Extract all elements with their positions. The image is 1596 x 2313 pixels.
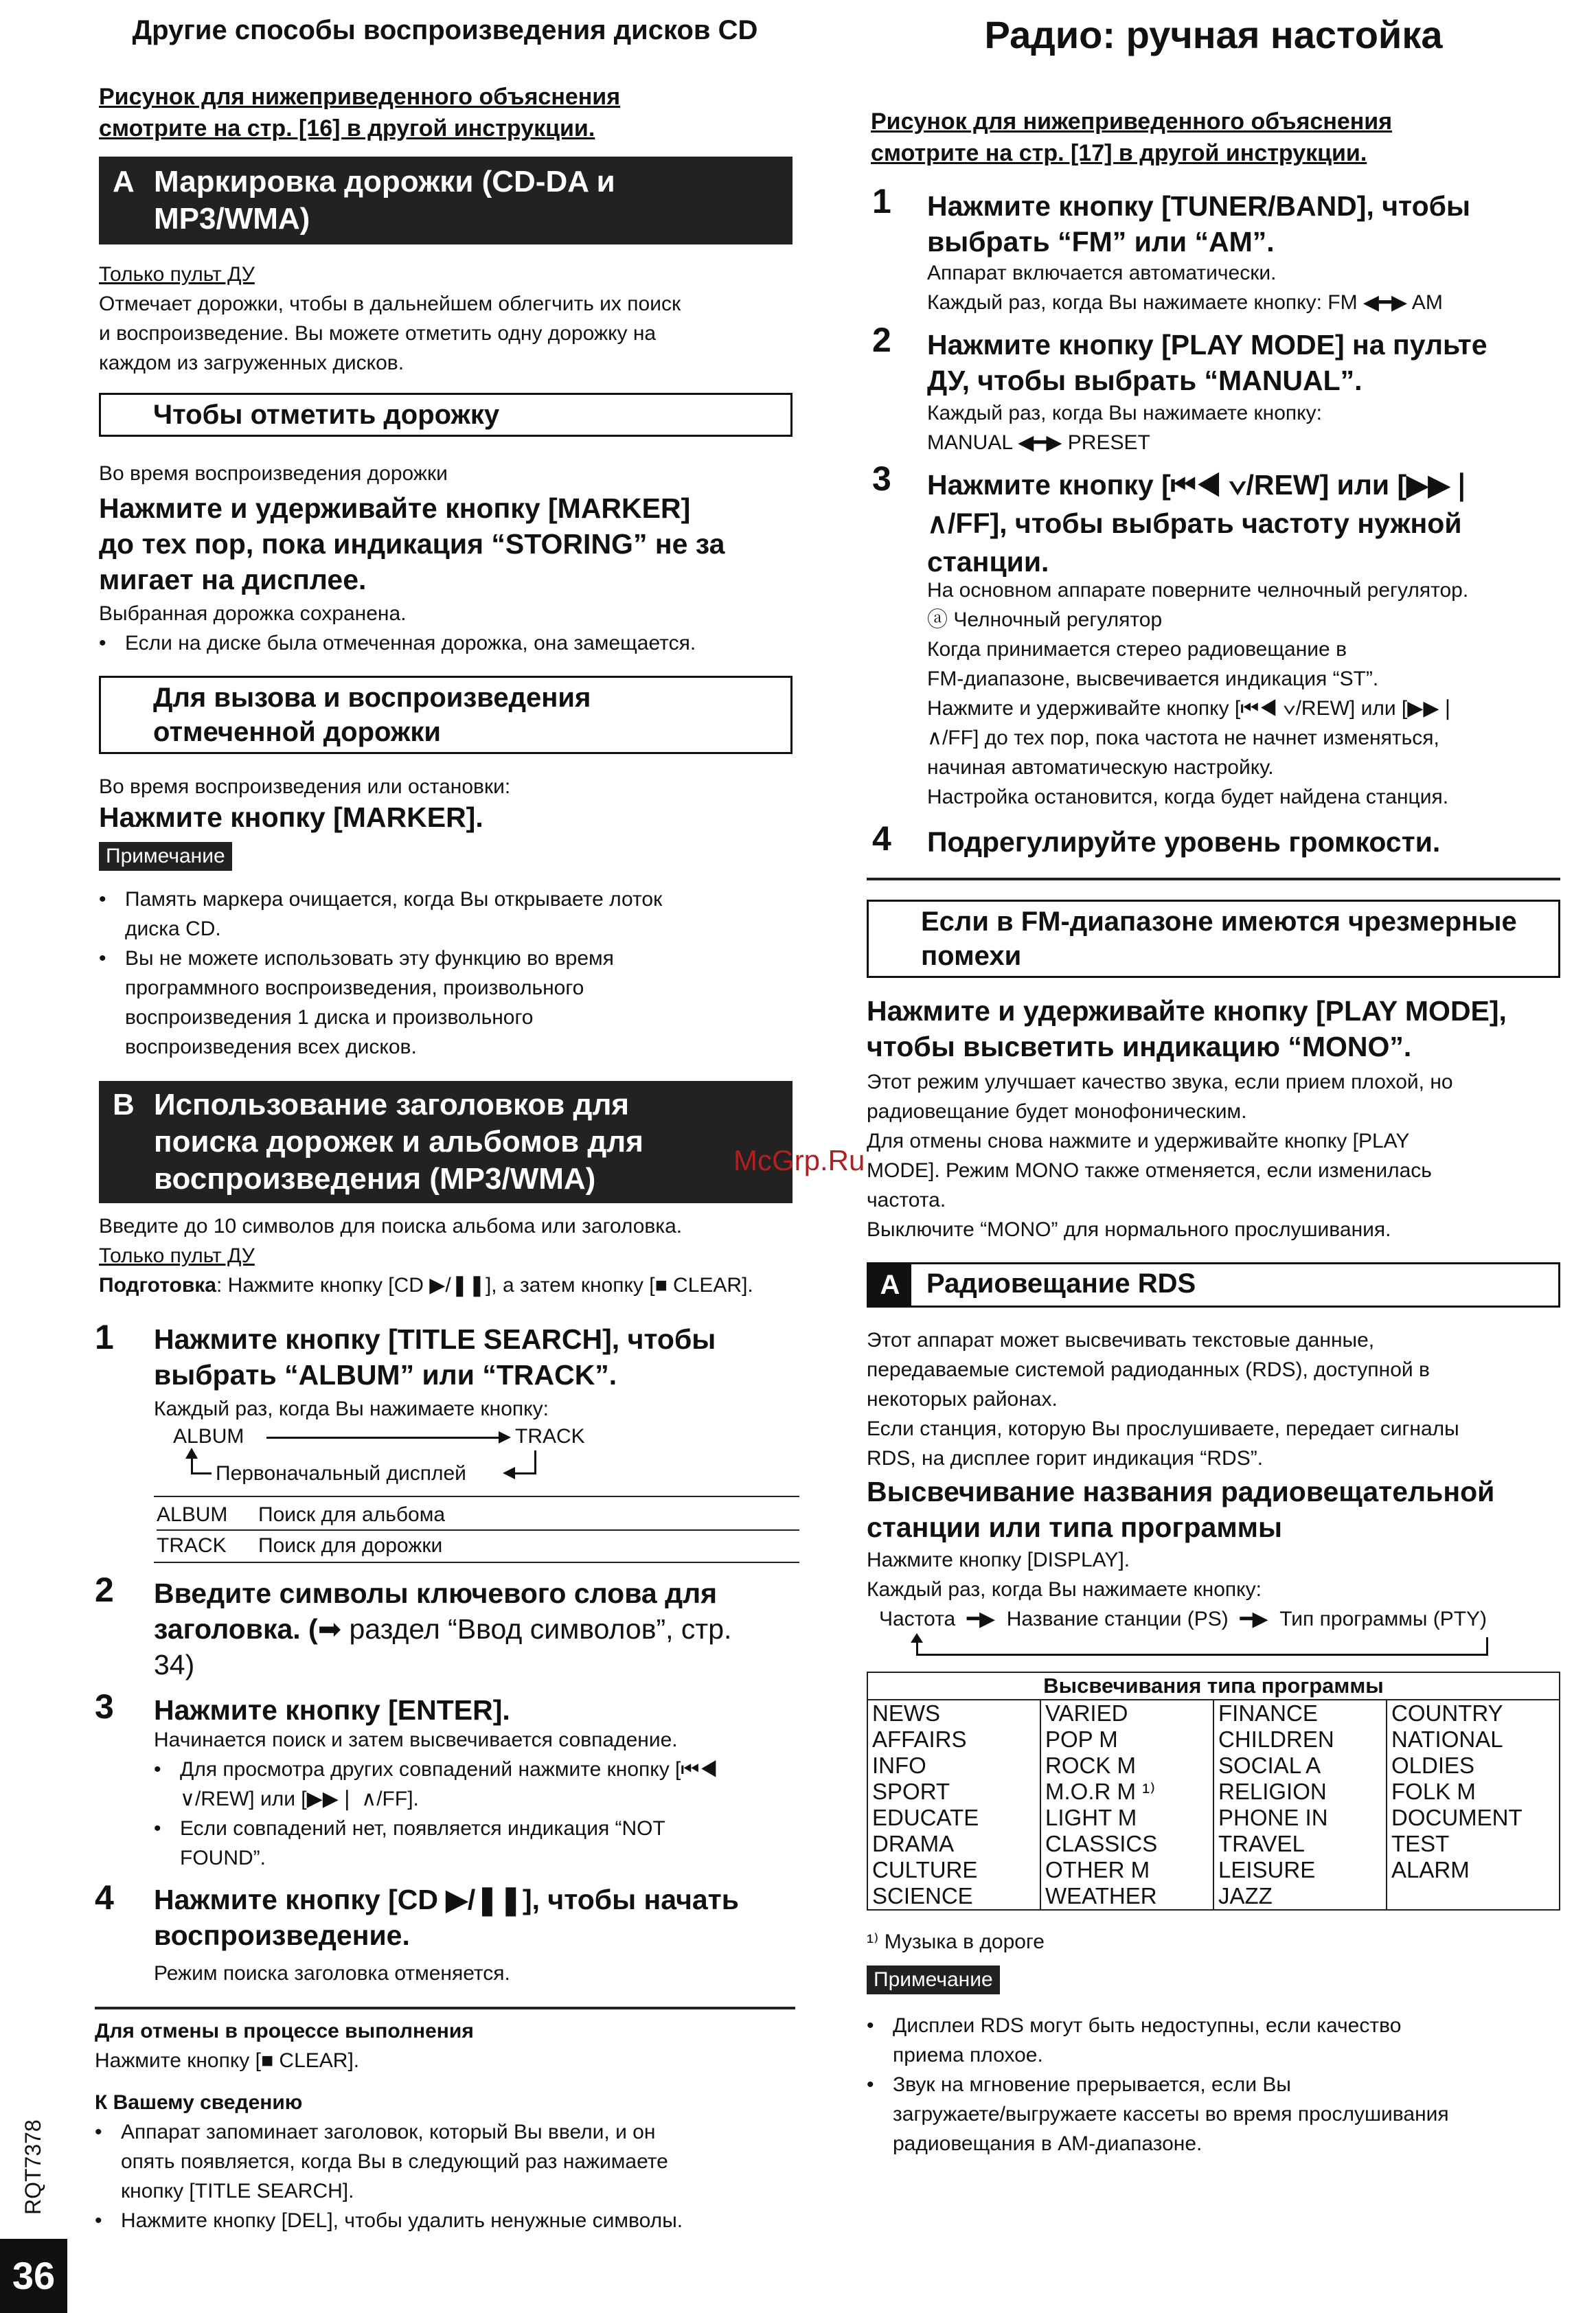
r-step-4-title: Подрегулируйте уровень громкости. bbox=[927, 826, 1441, 858]
left-reference-line-2: смотрите на стр. [16] в другой инструкции. bbox=[99, 115, 595, 141]
pty-item: SCIENCE bbox=[872, 1883, 973, 1908]
box-fm-noise-line: Если в FM-диапазоне имеются чрезмерные bbox=[921, 907, 1517, 937]
pty-column bbox=[867, 1700, 1040, 1910]
note-line: • Звук на мгновение прерывается, если Вы bbox=[893, 2073, 1291, 2096]
box1-when: Во время воспроизведения дорожки bbox=[99, 462, 448, 485]
section-a-title-bar bbox=[99, 157, 793, 244]
box-mark-track: Чтобы отметить дорожку bbox=[99, 393, 793, 437]
note-tag: Примечание bbox=[99, 842, 232, 871]
pty-table-wrap bbox=[867, 1672, 1560, 1911]
pty-item: LEISURE bbox=[1218, 1857, 1316, 1882]
rds-desc bbox=[867, 1325, 1560, 1473]
right-reference-line-1: Рисунок для нижеприведенного объяснения bbox=[871, 109, 1393, 135]
r-step-1-desc-line: Аппарат включается автоматически. bbox=[927, 262, 1277, 284]
rds-desc-line: RDS, на дисплее горит индикация “RDS”. bbox=[867, 1447, 1264, 1470]
pty-item: FOLK M bbox=[1391, 1779, 1476, 1804]
note-line: радиовещания в AM-диапазоне. bbox=[893, 2132, 1202, 2155]
b-step-4-line: Нажмите кнопку [CD ▶/❚❚], чтобы начать bbox=[154, 1884, 739, 1915]
note-label-left bbox=[99, 842, 232, 871]
b-step-1-title bbox=[154, 1321, 799, 1393]
b-step-3-title: Нажмите кнопку [ENTER]. bbox=[154, 1694, 510, 1726]
right-reference-note bbox=[871, 106, 1392, 169]
cycle-station-name: Название станции (PS) bbox=[1006, 1608, 1229, 1630]
pty-column bbox=[1040, 1700, 1213, 1910]
rds-title: Радиовещание RDS bbox=[926, 1268, 1196, 1299]
pty-item: JAZZ bbox=[1218, 1883, 1273, 1908]
mode-name: TRACK bbox=[157, 1534, 227, 1557]
pty-item: RELIGION bbox=[1218, 1779, 1327, 1804]
b-step-3-desc-text: Начинается поиск и затем высвечивается совпадение. bbox=[154, 1729, 678, 1751]
pty-item: AFFAIRS bbox=[872, 1727, 967, 1752]
pty-table-header bbox=[867, 1672, 1560, 1700]
rds-desc-line: Если станция, которую Вы прослушиваете, передает сигналы bbox=[867, 1417, 1459, 1440]
pty-item: M.O.R M ¹⁾ bbox=[1045, 1779, 1156, 1804]
diagram-loop-bottom bbox=[191, 1472, 212, 1474]
b-step-4-title bbox=[154, 1882, 799, 1953]
mono-instr-line: Нажмите и удерживайте кнопку [PLAY MODE], bbox=[867, 995, 1507, 1027]
r-step-3-desc-line: ∧/FF] до тех пор, пока частота не начнет изменяться, bbox=[927, 727, 1439, 749]
mono-instruction bbox=[867, 993, 1560, 1064]
arrowhead-up-icon bbox=[185, 1448, 198, 1459]
b-step-2-line: заголовка. ( bbox=[154, 1613, 318, 1645]
note-line: воспроизведения всех дисков. bbox=[125, 1036, 417, 1058]
mode-desc: Поиск для альбома bbox=[258, 1503, 446, 1526]
arrow-right-icon: ━▶ bbox=[961, 1608, 1001, 1630]
mono-desc bbox=[867, 1067, 1560, 1244]
pty-item: SOCIAL A bbox=[1218, 1753, 1321, 1778]
r-step-1-line: выбрать “FM” или “AM”. bbox=[927, 226, 1275, 258]
cancel-text: Нажмите кнопку [■ CLEAR]. bbox=[95, 2049, 360, 2072]
watermark: McGrp.Ru bbox=[733, 1144, 865, 1176]
box-recall-marked-track bbox=[99, 676, 793, 754]
section-b-remote-only: Только пульт ДУ bbox=[99, 1244, 255, 1267]
rds-notes bbox=[867, 2011, 1560, 2158]
note-line: • Вы не можете использовать эту функцию во время bbox=[125, 947, 614, 970]
pty-item: INFO bbox=[872, 1753, 926, 1778]
cancel-title: Для отмены в процессе выполнения bbox=[95, 2020, 474, 2042]
mode-table bbox=[157, 1500, 799, 1560]
box2-line-1: Для вызова и воспроизведения bbox=[153, 683, 591, 713]
section-a-remote-only: Только пульт ДУ bbox=[99, 263, 255, 286]
info-bullet bbox=[95, 2117, 795, 2206]
pty-item: CHILDREN bbox=[1218, 1727, 1334, 1752]
mono-desc-line: Для отмены снова нажмите и удерживайте кнопку [PLAY bbox=[867, 1130, 1410, 1152]
pty-item: OTHER M bbox=[1045, 1857, 1150, 1882]
pty-table-title: Высвечивания типа программы bbox=[867, 1672, 1560, 1700]
document-code: RQT7378 bbox=[21, 2119, 45, 2215]
r-step-3-number: 3 bbox=[872, 459, 891, 498]
right-reference-line-2: смотрите на стр. [17] в другой инструкции. bbox=[871, 140, 1367, 166]
arrowhead-right-icon bbox=[499, 1431, 511, 1444]
prep-label: Подготовка bbox=[99, 1274, 216, 1297]
b-step-4-number: 4 bbox=[95, 1878, 114, 1917]
mono-desc-line: частота. bbox=[867, 1189, 946, 1211]
pty-item: SPORT bbox=[872, 1779, 950, 1804]
section-b-intro-text: Введите до 10 символов для поиска альбома или заголовка. bbox=[99, 1215, 683, 1238]
note-bullet bbox=[99, 944, 793, 1062]
r-step-3-desc-line: FM-диапазоне, высвечивается индикация “ST”. bbox=[927, 668, 1379, 690]
diagram-album: ALBUM bbox=[173, 1425, 244, 1448]
b-step-2-title bbox=[154, 1575, 799, 1683]
r-step-2-desc-line: Каждый раз, когда Вы нажимаете кнопку: bbox=[927, 402, 1322, 424]
r-step-1-desc bbox=[927, 258, 1559, 317]
box-fm-noise-line: помехи bbox=[921, 941, 1022, 971]
display-title-line: станции или типа программы bbox=[867, 1512, 1282, 1543]
note-line: диска CD. bbox=[125, 918, 221, 940]
diagram-track: TRACK bbox=[515, 1425, 585, 1448]
pty-column bbox=[1213, 1700, 1387, 1910]
b-step-2-line: Введите символы ключевого слова для bbox=[154, 1577, 718, 1609]
note-bullet bbox=[867, 2011, 1560, 2070]
section-b-title-line: воспроизведения (MP3/WMA) bbox=[154, 1162, 596, 1196]
note-line: • Память маркера очищается, когда Вы открываете лоток bbox=[125, 888, 663, 911]
b-step-3-bullet-line: • Для просмотра других совпадений нажмите кнопку [⏮◀ bbox=[180, 1758, 718, 1781]
mode-table-bottom-rule bbox=[154, 1562, 799, 1563]
r-step-3-desc-line: На основном аппарате поверните челночный регулятор. bbox=[927, 579, 1469, 602]
mono-desc-line: Выключите “MONO” для нормального прослушивания. bbox=[867, 1218, 1391, 1241]
info-title: К Вашему сведению bbox=[95, 2091, 303, 2114]
r-step-3-line: ∧/FF], чтобы выбрать частоту нужной bbox=[927, 508, 1462, 539]
b-step-1-line: Нажмите кнопку [TITLE SEARCH], чтобы bbox=[154, 1323, 716, 1355]
display-desc bbox=[867, 1545, 1560, 1604]
pty-item: OLDIES bbox=[1391, 1753, 1475, 1778]
cycle-frequency: Частота bbox=[879, 1608, 956, 1630]
box-fm-noise bbox=[867, 900, 1560, 978]
box1-instr-line: мигает на дисплее. bbox=[99, 564, 367, 595]
mono-desc-line: радиовещание будет монофоническим. bbox=[867, 1100, 1247, 1123]
b-step-2-ref: 34) bbox=[154, 1649, 195, 1680]
r-step-1-line: Нажмите кнопку [TUNER/BAND], чтобы bbox=[927, 190, 1470, 222]
rds-desc-line: Этот аппарат может высвечивать текстовые данные, bbox=[867, 1329, 1375, 1352]
section-a-description bbox=[99, 260, 793, 378]
pty-item: FINANCE bbox=[1218, 1700, 1318, 1726]
b-step-4-desc: Режим поиска заголовка отменяется. bbox=[154, 1962, 510, 1985]
pty-item: NATIONAL bbox=[1391, 1727, 1503, 1752]
b-step-3-bullet-line: FOUND”. bbox=[180, 1847, 266, 1869]
r-step-2-line: Нажмите кнопку [PLAY MODE] на пульте bbox=[927, 329, 1487, 361]
pty-item: COUNTRY bbox=[1391, 1700, 1503, 1726]
r-step-2-number: 2 bbox=[872, 321, 891, 359]
box1-instr-line: до тех пор, пока индикация “STORING” не за bbox=[99, 528, 725, 560]
b-step-2-number: 2 bbox=[95, 1571, 114, 1609]
pty-item: LIGHT M bbox=[1045, 1805, 1137, 1830]
divider bbox=[867, 878, 1560, 880]
rds-section-box bbox=[867, 1262, 1560, 1308]
display-desc-line: Нажмите кнопку [DISPLAY]. bbox=[867, 1549, 1130, 1571]
mode-desc: Поиск для дорожки bbox=[258, 1534, 443, 1557]
r-step-1-desc-line: Каждый раз, когда Вы нажимаете кнопку: FM ◀━▶ AM bbox=[927, 291, 1443, 314]
r-step-3-line: станции. bbox=[927, 546, 1049, 578]
note-label-right bbox=[867, 1966, 1000, 1994]
r-step-3-desc bbox=[927, 576, 1559, 812]
diagram-arrow-right bbox=[266, 1437, 500, 1439]
r-step-2-desc-line: MANUAL ◀━▶ PRESET bbox=[927, 431, 1150, 454]
pty-item: VARIED bbox=[1045, 1700, 1128, 1726]
arrowhead-up-icon bbox=[911, 1633, 923, 1643]
pty-item: NEWS bbox=[872, 1700, 940, 1726]
r-step-3-desc-line: начиная автоматическую настройку. bbox=[927, 756, 1274, 779]
r-step-3-desc-line: Настройка остановится, когда будет найдена станция. bbox=[927, 786, 1449, 808]
note-bullet bbox=[867, 2070, 1560, 2158]
section-a-desc-line: каждом из загруженных дисков. bbox=[99, 352, 404, 374]
note-tag: Примечание bbox=[867, 1966, 1000, 1994]
note-line: программного воспроизведения, произвольного bbox=[125, 977, 584, 999]
section-a-title-line-1: Маркировка дорожки (CD-DA и bbox=[154, 165, 615, 198]
b-step-1-each: Каждый раз, когда Вы нажимаете кнопку: bbox=[154, 1398, 549, 1420]
info-bullet: • Нажмите кнопку [DEL], чтобы удалить ненужные символы. bbox=[95, 2206, 795, 2235]
box1-instr-line: Нажмите и удерживайте кнопку [MARKER] bbox=[99, 492, 691, 524]
display-title-line: Высвечивание названия радиовещательной bbox=[867, 1476, 1495, 1507]
diagram-initial: Первоначальный дисплей bbox=[216, 1462, 466, 1485]
b-step-3-bullet-line: ∨/REW] или [▶▶❘ ∧/FF]. bbox=[180, 1788, 419, 1810]
b-step-2-ref: ➡ раздел “Ввод символов”, стр. bbox=[317, 1613, 732, 1645]
r-step-3-desc-line: ⓐ Челночный регулятор bbox=[927, 608, 1163, 631]
pty-item: CULTURE bbox=[872, 1857, 978, 1882]
note-bullet bbox=[99, 885, 793, 944]
info-line: • Аппарат запоминает заголовок, который Вы ввели, и он bbox=[121, 2121, 656, 2143]
pty-item: EDUCATE bbox=[872, 1805, 979, 1830]
section-b-letter: B bbox=[113, 1088, 135, 1121]
pty-table bbox=[867, 1672, 1560, 1911]
rds-letter: A bbox=[869, 1264, 911, 1306]
b-step-3-number: 3 bbox=[95, 1687, 114, 1726]
section-a-title-line-2: MP3/WMA) bbox=[154, 202, 310, 236]
left-reference-line-1: Рисунок для нижеприведенного объяснения bbox=[99, 84, 621, 110]
b-step-3-bullet bbox=[154, 1814, 799, 1873]
mode-row bbox=[157, 1500, 799, 1529]
cancel-block bbox=[95, 2016, 795, 2075]
pty-item: CLASSICS bbox=[1045, 1831, 1158, 1856]
rds-desc-line: передаваемые системой радиоданных (RDS), доступной в bbox=[867, 1358, 1430, 1381]
b-step-4-line: воспроизведение. bbox=[154, 1919, 410, 1951]
info-line: опять появляется, когда Вы в следующий раз нажимаете bbox=[121, 2150, 668, 2173]
arrow-right-icon: ━▶ bbox=[1234, 1608, 1274, 1630]
mono-desc-line: MODE]. Режим MONO также отменяется, если изменилась bbox=[867, 1159, 1432, 1182]
cycle-loop-right bbox=[1486, 1637, 1488, 1656]
section-a-letter: A bbox=[113, 165, 135, 198]
box1-result-text: Выбранная дорожка сохранена. bbox=[99, 602, 407, 625]
r-step-2-line: ДУ, чтобы выбрать “MANUAL”. bbox=[927, 365, 1363, 396]
mode-row bbox=[157, 1529, 799, 1560]
pty-item: WEATHER bbox=[1045, 1883, 1157, 1908]
r-step-3-title bbox=[927, 466, 1559, 581]
r-step-1-title bbox=[927, 188, 1559, 260]
r-step-3-desc-line: Когда принимается стерео радиовещание в bbox=[927, 638, 1347, 661]
pty-item: TEST bbox=[1391, 1831, 1450, 1856]
note-line: загружаете/выгружаете кассеты во время прослушивания bbox=[893, 2103, 1449, 2126]
r-step-3-desc-line: Нажмите и удерживайте кнопку [⏮◀ ∨/REW] или [▶▶❘ bbox=[927, 697, 1457, 720]
display-desc-line: Каждый раз, когда Вы нажимаете кнопку: bbox=[867, 1578, 1262, 1601]
left-reference-note bbox=[99, 81, 620, 144]
pty-item: ROCK M bbox=[1045, 1753, 1136, 1778]
mono-desc-line: Этот режим улучшает качество звука, если прием плохой, но bbox=[867, 1071, 1453, 1093]
arrowhead-left-icon bbox=[503, 1467, 515, 1479]
section-a-desc-line: Отмечает дорожки, чтобы в дальнейшем облегчить их поиск bbox=[99, 293, 681, 315]
pty-item: DOCUMENT bbox=[1391, 1805, 1523, 1830]
diagram-loop-bottom-right bbox=[514, 1472, 536, 1474]
r-step-2-title bbox=[927, 327, 1559, 398]
pty-item: DRAMA bbox=[872, 1831, 955, 1856]
note-line: приема плохое. bbox=[893, 2044, 1043, 2066]
rds-desc-line: некоторых районах. bbox=[867, 1388, 1058, 1411]
display-title bbox=[867, 1474, 1560, 1545]
pty-item: POP M bbox=[1045, 1727, 1118, 1752]
b-step-3-bullet bbox=[154, 1755, 799, 1814]
section-b-title-line: Использование заголовков для bbox=[154, 1088, 630, 1121]
box1-bullet: • Если на диске была отмеченная дорожка, она замещается. bbox=[99, 628, 793, 658]
pty-column bbox=[1387, 1700, 1560, 1910]
display-cycle bbox=[879, 1604, 1487, 1634]
r-step-3-line: Нажмите кнопку [⏮◀ ∨/REW] или [▶▶❘ bbox=[927, 469, 1474, 501]
pty-item: PHONE IN bbox=[1218, 1805, 1328, 1830]
section-b-title-line: поиска дорожек и альбомов для bbox=[154, 1125, 643, 1159]
section-a-desc-line: и воспроизведение. Вы можете отметить одну дорожку на bbox=[99, 322, 657, 345]
box2-when: Во время воспроизведения или остановки: bbox=[99, 775, 511, 798]
info-block bbox=[95, 2088, 795, 2235]
box2-instruction: Нажмите кнопку [MARKER]. bbox=[99, 801, 483, 833]
info-line: кнопку [TITLE SEARCH]. bbox=[121, 2180, 354, 2202]
cycle-loop-bottom bbox=[916, 1654, 1487, 1656]
r-step-4-number: 4 bbox=[872, 819, 891, 858]
section-b-title-bar bbox=[99, 1081, 793, 1203]
pty-item: TRAVEL bbox=[1218, 1831, 1305, 1856]
mono-instr-line: чтобы высветить индикацию “MONO”. bbox=[867, 1031, 1412, 1062]
b-step-1-number: 1 bbox=[95, 1318, 114, 1356]
r-step-1-number: 1 bbox=[872, 182, 891, 220]
page-number: 36 bbox=[0, 2239, 67, 2313]
note-line: • Дисплеи RDS могут быть недоступны, если качество bbox=[893, 2014, 1402, 2037]
right-page-header: Радио: ручная настойка bbox=[984, 13, 1443, 56]
box1-instruction bbox=[99, 490, 793, 597]
note-line: воспроизведения 1 диска и произвольного bbox=[125, 1006, 534, 1029]
b-step-3-desc bbox=[154, 1725, 799, 1873]
b-step-3-bullet-line: • Если совпадений нет, появляется индикация “NOT bbox=[180, 1817, 665, 1840]
diagram-loop-right bbox=[534, 1450, 536, 1474]
b-step-1-line: выбрать “ALBUM” или “TRACK”. bbox=[154, 1359, 617, 1391]
box2-line-2: отмеченной дорожки bbox=[153, 717, 441, 747]
footnote: ¹⁾ Музыка в дороге bbox=[867, 1930, 1045, 1953]
section-a-notes bbox=[99, 885, 793, 1062]
r-step-2-desc bbox=[927, 398, 1559, 457]
divider bbox=[95, 2007, 795, 2009]
pty-table-body bbox=[867, 1700, 1560, 1910]
pty-item: ALARM bbox=[1391, 1857, 1470, 1882]
cycle-program-type: Тип программы (PTY) bbox=[1279, 1608, 1487, 1630]
section-b-intro bbox=[99, 1211, 799, 1300]
prep-text: : Нажмите кнопку [CD ▶/❚❚], а затем кнопку [■ CLEAR]. bbox=[216, 1274, 753, 1297]
mode-name: ALBUM bbox=[157, 1503, 228, 1526]
box1-result bbox=[99, 599, 793, 658]
mode-table-top-rule bbox=[154, 1496, 799, 1497]
left-page-header: Другие способы воспроизведения дисков CD bbox=[132, 15, 758, 45]
